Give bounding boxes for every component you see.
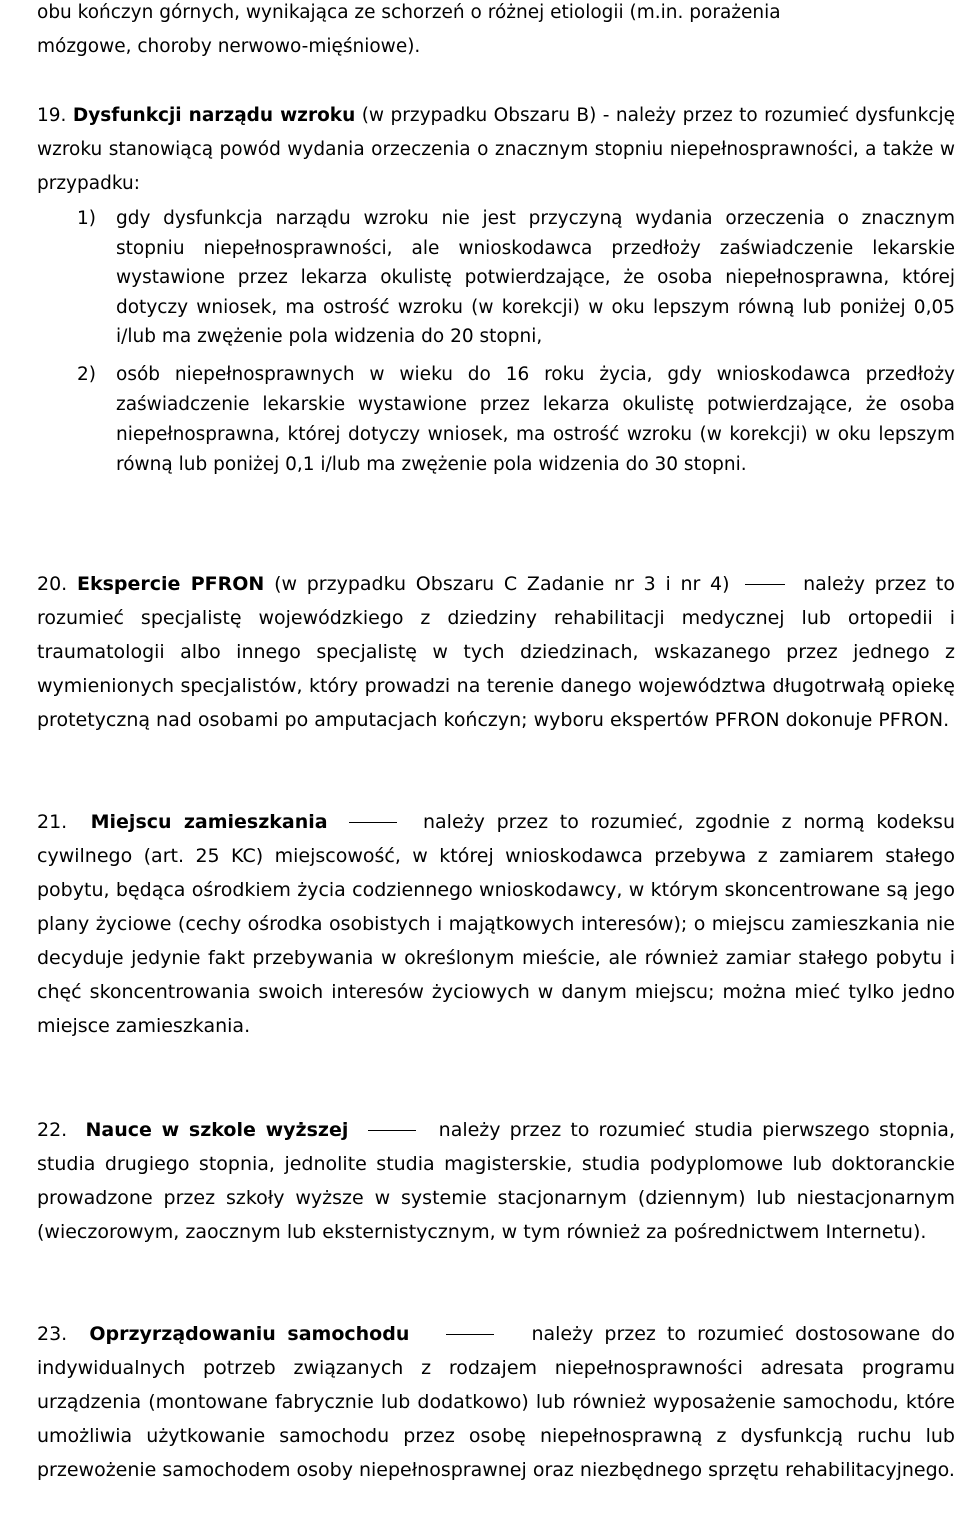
definition-text: (w przypadku Obszaru B) - należy przez to rozumieć dysfunkcję wzroku stanowiącą powód wydania orzeczenia o znacznym stopniu niepełnosprawności, a także w przypadku:: [37, 105, 955, 194]
intro-line-2: mózgowe, choroby nerwowo-mięśniowe).: [37, 36, 421, 57]
subitem-text: gdy dysfunkcja narządu wzroku nie jest przyczyną wydania orzeczenia o znacznym stopniu niepełnosprawności, ale wnioskodawca przedłoży zaświadczenie lekarskie wystawione przez lekarza okulistę potwierdzające, że osoba niepełnosprawna, której dotyczy wniosek, ma ostrość wzroku (w korekcji) w oku lepszym równą lub poniżej 0,05 i/lub ma zwężenie pola widzenia do 20 stopni,: [116, 208, 955, 347]
definition-item-21: [37, 805, 955, 1043]
definition-term: Oprzyrządowaniu samochodu: [89, 1323, 410, 1345]
subitem-number: 2): [77, 363, 96, 385]
definition-21-text: [37, 805, 955, 1043]
definition-23-text: [37, 1317, 955, 1487]
subitem-1: [37, 204, 955, 352]
subitem-number: 1): [77, 208, 96, 229]
definition-item-23: [37, 1317, 955, 1487]
definition-term: Ekspercie PFRON: [76, 573, 265, 595]
em-dash: [446, 1334, 494, 1335]
definition-text: należy przez to rozumieć dostosowane do indywidualnych potrzeb związanych z rodzajem niepełnosprawności adresata programu urządzenia (montowane fabrycznie lub dodatkowo) lub również wyposażenie samochodu, które umożliwia użytkowanie samochodu przez osobę niepełnosprawną z dysfunkcją ruchu lub przewożenie samochodem osoby niepełnosprawnej oraz niezbędnego sprzętu rehabilitacyjnego.: [37, 1323, 955, 1481]
definition-20-text: [37, 567, 955, 737]
item-number: 20.: [37, 573, 68, 595]
intro-paragraph: [37, 0, 955, 64]
definition-term: Nauce w szkole wyższej: [85, 1119, 349, 1141]
definition-text: należy przez to rozumieć specjalistę wojewódzkiego z dziedziny rehabilitacji medycznej lub ortopedii i traumatologii albo innego specjalistę w tych dziedzinach, wskazanego przez jednego z wymienionych specjalistów, który prowadzi na terenie danego województwa długotrwałą opiekę protetyczną nad osobami po amputacjach kończyn; wyboru ekspertów PFRON dokonuje PFRON.: [37, 573, 955, 731]
em-dash: [368, 1130, 416, 1131]
item-number: 22.: [37, 1119, 68, 1141]
definition-item-20: [37, 567, 955, 737]
definition-term: Dysfunkcji narządu wzroku: [72, 105, 356, 126]
em-dash: [349, 822, 397, 823]
item-number: 19.: [37, 105, 67, 126]
em-dash: [745, 584, 785, 585]
definition-22-text: [37, 1113, 955, 1249]
item-number: 21.: [37, 811, 68, 833]
subitem-text: osób niepełnosprawnych w wieku do 16 roku życia, gdy wnioskodawca przedłoży zaświadczenie lekarskie wystawione przez lekarza okulistę potwierdzające, że osoba niepełnosprawna, której dotyczy wniosek, ma ostrość wzroku (w korekcji) w oku lepszym równą lub poniżej 0,1 i/lub ma zwężenie pola widzenia do 30 stopni.: [116, 363, 955, 475]
definition-item-19: [37, 99, 955, 480]
definition-item-22: [37, 1113, 955, 1249]
definition-19-lead: [37, 99, 955, 201]
definition-qualifier: (w przypadku Obszaru C Zadanie nr 3 i nr 4): [274, 573, 730, 595]
definition-text: należy przez to rozumieć, zgodnie z normą kodeksu cywilnego (art. 25 KC) miejscowość, w której wnioskodawca przebywa z zamiarem stałego pobytu, będąca ośrodkiem życia codziennego wnioskodawcy, w którym skoncentrowane są jego plany życiowe (cechy ośrodka osobistych i majątkowych interesów); o miejscu zamieszkania nie decyduje jedynie fakt przebywania w określonym mieście, ale również zamiar stałego pobytu i chęć skoncentrowania swoich interesów życiowych w danym miejscu; można mieć tylko jedno miejsce zamieszkania.: [37, 811, 955, 1037]
definition-text: należy przez to rozumieć studia pierwszego stopnia, studia drugiego stopnia, jednolite studia magisterskie, studia podyplomowe lub doktoranckie prowadzone przez szkoły wyższe w systemie stacjonarnym (dziennym) lub niestacjonarnym (wieczorowym, zaocznym lub eksternistycznym, w tym również za pośrednictwem Internetu).: [37, 1119, 955, 1243]
item-number: 23.: [37, 1323, 68, 1345]
subitem-2: [37, 360, 955, 480]
intro-line-1: obu kończyn górnych, wynikająca ze schorzeń o różnej etiologii (m.in. porażenia: [37, 2, 781, 23]
definition-term: Miejscu zamieszkania: [90, 811, 328, 833]
